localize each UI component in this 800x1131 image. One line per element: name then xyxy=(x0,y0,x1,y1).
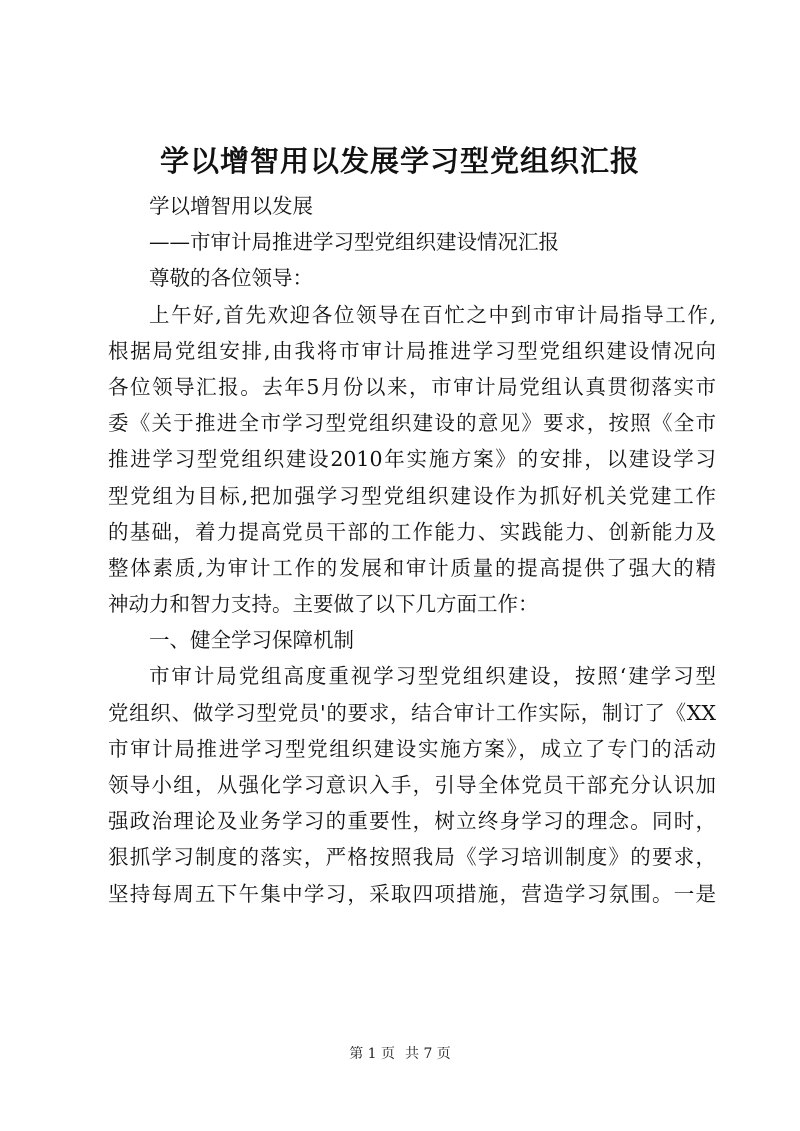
paragraph-line: 党组织、做学习型党员'的要求，结合审计工作实际，制订了《XX xyxy=(108,700,716,725)
paragraph-line: 一、健全学习保障机制 xyxy=(149,628,354,653)
paragraph-line: 各位领导汇报。去年5月份以来，市审计局党组认真贯彻落实市 xyxy=(108,374,716,399)
paragraph-line: 推进学习型党组织建设2010年实施方案》的安排，以建设学习 xyxy=(108,447,716,472)
paragraph-line: 委《关于推进全市学习型党组织建设的意见》要求，按照《全市 xyxy=(108,411,716,436)
paragraph-line: 强政治理论及业务学习的重要性，树立终身学习的理念。同时， xyxy=(108,809,716,834)
page-total: 共 7 页 xyxy=(405,1046,451,1062)
page-number: 第 1 页 xyxy=(349,1046,395,1062)
paragraph-line: 市审计局推进学习型党组织建设实施方案》，成立了专门的活动 xyxy=(108,736,716,761)
document-body xyxy=(108,188,716,912)
paragraph-line: 狠抓学习制度的落实，严格按照我局《学习培训制度》的要求， xyxy=(108,845,716,870)
document-title: 学以增智用以发展学习型党组织汇报 xyxy=(159,144,640,178)
paragraph-line: 神动力和智力支持。主要做了以下几方面工作： xyxy=(108,592,539,617)
paragraph-line: 尊敬的各位领导： xyxy=(149,266,313,291)
paragraph-line: 领导小组，从强化学习意识入手，引导全体党员干部充分认识加 xyxy=(108,773,716,797)
paragraph-line: 坚持每周五下午集中学习，采取四项措施，营造学习氛围。一是 xyxy=(108,881,716,906)
paragraph-line: 的基础，着力提高党员干部的工作能力、实践能力、创新能力及 xyxy=(108,519,716,544)
paragraph-line: 整体素质,为审计工作的发展和审计质量的提高提供了强大的精 xyxy=(108,555,716,580)
paragraph-line: 型党组为目标,把加强学习型党组织建设作为抓好机关党建工作 xyxy=(108,483,716,508)
paragraph-line: 学以增智用以发展 xyxy=(149,194,313,218)
paragraph-line: ——市审计局推进学习型党组织建设情况汇报 xyxy=(149,230,559,255)
paragraph-line: 根据局党组安排,由我将市审计局推进学习型党组织建设情况向 xyxy=(108,338,716,363)
paragraph-line: 市审计局党组高度重视学习型党组织建设，按照‘建学习型 xyxy=(149,664,716,689)
paragraph-line: 上午好,首先欢迎各位领导在百忙之中到市审计局指导工作, xyxy=(149,302,716,327)
page-footer xyxy=(0,1044,800,1064)
